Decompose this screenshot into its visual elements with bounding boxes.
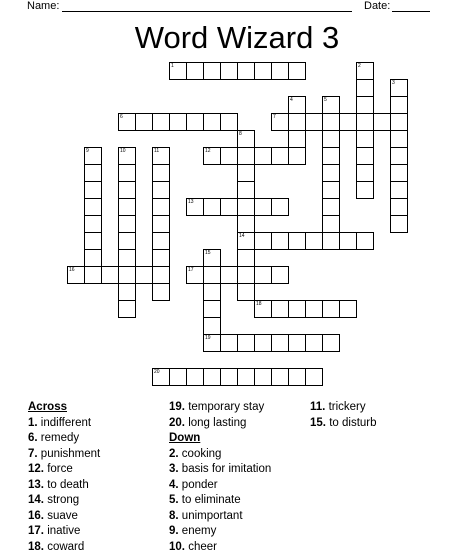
- grid-cell[interactable]: [203, 283, 221, 301]
- clue-text: enemy: [181, 525, 217, 537]
- clue-text: inative: [47, 525, 81, 537]
- grid-cell[interactable]: [254, 62, 272, 80]
- clue-across-20: [169, 416, 271, 432]
- grid-cell[interactable]: [203, 368, 221, 386]
- grid-cell[interactable]: [288, 368, 306, 386]
- grid-cell[interactable]: [322, 300, 340, 318]
- clue-across-13: [28, 478, 100, 494]
- grid-cell[interactable]: [254, 232, 272, 250]
- grid-cell[interactable]: [118, 181, 136, 199]
- across-heading: Across: [28, 401, 67, 413]
- grid-cell[interactable]: [322, 181, 340, 199]
- clue-number: 3.: [169, 463, 179, 475]
- clue-number: 15.: [310, 416, 326, 429]
- grid-cell[interactable]: [169, 368, 187, 386]
- grid-cell[interactable]: [186, 368, 204, 386]
- cell-number: 11: [154, 148, 160, 154]
- clue-across-14: [28, 493, 100, 509]
- grid-cell[interactable]: [135, 113, 153, 131]
- clue-number: 8.: [169, 509, 179, 522]
- grid-cell[interactable]: [203, 198, 221, 216]
- grid-cell[interactable]: [288, 334, 306, 352]
- grid-cell[interactable]: [390, 164, 408, 182]
- cell-number: 12: [205, 148, 211, 154]
- grid-cell[interactable]: [390, 215, 408, 233]
- grid-cell[interactable]: [356, 232, 374, 250]
- grid-cell[interactable]: [84, 232, 102, 250]
- grid-cell[interactable]: [152, 113, 170, 131]
- grid-cell[interactable]: [101, 266, 119, 284]
- grid-cell[interactable]: [203, 62, 221, 80]
- grid-cell[interactable]: [220, 368, 238, 386]
- grid-cell[interactable]: [84, 215, 102, 233]
- grid-cell[interactable]: [288, 130, 306, 148]
- grid-cell[interactable]: [288, 113, 306, 131]
- grid-cell[interactable]: [220, 334, 238, 352]
- clue-down-10: [169, 540, 271, 555]
- clue-down-9: [169, 524, 271, 540]
- grid-cell[interactable]: [254, 266, 272, 284]
- grid-cell[interactable]: [305, 334, 323, 352]
- grid-cell[interactable]: [84, 249, 102, 267]
- clue-across-12: [28, 462, 100, 478]
- grid-cell[interactable]: [237, 368, 255, 386]
- clue-down-2: [169, 447, 271, 463]
- grid-cell[interactable]: [305, 368, 323, 386]
- grid-cell[interactable]: [339, 113, 357, 131]
- name-field[interactable]: [62, 11, 352, 12]
- grid-cell[interactable]: [186, 62, 204, 80]
- clue-text: remedy: [40, 432, 80, 444]
- clue-down-4: [169, 478, 271, 494]
- grid-cell[interactable]: [203, 113, 221, 131]
- cell-number: 10: [120, 148, 126, 154]
- grid-cell[interactable]: [118, 232, 136, 250]
- grid-cell[interactable]: [390, 130, 408, 148]
- grid-cell[interactable]: [84, 266, 102, 284]
- clue-number: 16.: [28, 509, 44, 522]
- grid-cell[interactable]: [254, 198, 272, 216]
- grid-cell[interactable]: [237, 181, 255, 199]
- clue-text: to death: [47, 478, 89, 491]
- grid-cell[interactable]: [322, 215, 340, 233]
- grid-cell[interactable]: [152, 181, 170, 199]
- cell-number: 18: [256, 301, 262, 307]
- cell-number: 2: [358, 63, 361, 69]
- clue-number: 14.: [28, 494, 44, 506]
- clue-number: 2.: [169, 447, 179, 460]
- clue-text: to eliminate: [181, 494, 241, 506]
- grid-cell[interactable]: [322, 147, 340, 165]
- grid-cell[interactable]: [356, 164, 374, 182]
- grid-cell[interactable]: [118, 164, 136, 182]
- grid-cell[interactable]: [390, 147, 408, 165]
- grid-cell[interactable]: [237, 215, 255, 233]
- grid-cell[interactable]: [322, 164, 340, 182]
- grid-cell[interactable]: [271, 300, 289, 318]
- grid-cell[interactable]: [84, 198, 102, 216]
- grid-cell[interactable]: [237, 164, 255, 182]
- grid-cell[interactable]: [118, 300, 136, 318]
- grid-cell[interactable]: [305, 113, 323, 131]
- clue-across-1: [28, 416, 100, 432]
- clue-column-1: [28, 400, 100, 555]
- clue-number: 20.: [169, 416, 185, 429]
- clue-number: 18.: [28, 540, 44, 553]
- clue-text: force: [47, 463, 73, 475]
- grid-cell[interactable]: [220, 198, 238, 216]
- clue-text: punishment: [40, 447, 101, 460]
- grid-cell[interactable]: [152, 249, 170, 267]
- grid-cell[interactable]: [254, 334, 272, 352]
- grid-cell[interactable]: [186, 113, 204, 131]
- header: [0, 0, 474, 16]
- grid-cell[interactable]: [356, 96, 374, 114]
- grid-cell[interactable]: [322, 113, 340, 131]
- grid-cell[interactable]: [288, 300, 306, 318]
- clue-number: 6.: [28, 432, 38, 444]
- clue-text: cooking: [181, 447, 222, 460]
- down-heading: Down: [169, 432, 201, 444]
- grid-cell[interactable]: [254, 147, 272, 165]
- grid-cell[interactable]: [322, 198, 340, 216]
- grid-cell[interactable]: [203, 317, 221, 335]
- clue-text: unimportant: [181, 509, 243, 522]
- clue-column-3: [310, 400, 377, 431]
- clue-number: 13.: [28, 478, 44, 491]
- clue-number: 5.: [169, 494, 179, 506]
- clue-down-3: [169, 462, 271, 478]
- clue-text: suave: [47, 509, 78, 522]
- clue-across-17: [28, 524, 100, 540]
- grid-cell[interactable]: [118, 198, 136, 216]
- grid-cell[interactable]: [237, 334, 255, 352]
- grid-cell[interactable]: [152, 215, 170, 233]
- clue-across-6: [28, 431, 100, 447]
- cell-number: 1: [171, 63, 174, 69]
- grid-cell[interactable]: [118, 249, 136, 267]
- clue-number: 7.: [28, 447, 38, 460]
- grid-cell[interactable]: [373, 113, 391, 131]
- clue-number: 1.: [28, 416, 38, 429]
- clue-down-5: [169, 493, 271, 509]
- clue-number: 19.: [169, 401, 185, 413]
- grid-cell[interactable]: [237, 62, 255, 80]
- grid-cell[interactable]: [254, 368, 272, 386]
- grid-cell[interactable]: [356, 79, 374, 97]
- grid-cell[interactable]: [271, 334, 289, 352]
- grid-cell[interactable]: [271, 62, 289, 80]
- grid-cell[interactable]: [356, 147, 374, 165]
- cell-number: 3: [392, 80, 395, 86]
- cell-number: 9: [86, 148, 89, 154]
- grid-cell[interactable]: [305, 300, 323, 318]
- clue-down-11: [310, 400, 377, 416]
- grid-cell[interactable]: [356, 130, 374, 148]
- page-title: Word Wizard 3: [134, 20, 340, 55]
- clue-text: indifferent: [40, 416, 92, 429]
- cell-number: 16: [69, 267, 75, 273]
- grid-cell[interactable]: [118, 266, 136, 284]
- clue-text: basis for imitation: [181, 463, 272, 475]
- cell-number: 5: [324, 97, 327, 103]
- cell-number: 8: [239, 131, 242, 137]
- clue-text: cheer: [188, 540, 217, 553]
- grid-cell[interactable]: [118, 283, 136, 301]
- clue-across-19: [169, 400, 271, 416]
- grid-cell[interactable]: [152, 164, 170, 182]
- clue-down-8: [169, 509, 271, 525]
- grid-cell[interactable]: [169, 113, 187, 131]
- grid-cell[interactable]: [390, 96, 408, 114]
- clue-number: 10.: [169, 540, 185, 553]
- cell-number: 4: [290, 97, 293, 103]
- grid-cell[interactable]: [322, 130, 340, 148]
- grid-cell[interactable]: [220, 266, 238, 284]
- cell-number: 13: [188, 199, 194, 205]
- clue-text: trickery: [328, 401, 366, 413]
- date-label: Date:: [364, 0, 391, 12]
- grid-cell[interactable]: [152, 283, 170, 301]
- grid-cell[interactable]: [322, 232, 340, 250]
- clue-number: 12.: [28, 463, 44, 475]
- grid-cell[interactable]: [220, 113, 238, 131]
- grid-cell[interactable]: [390, 198, 408, 216]
- clue-text: to disturb: [329, 416, 377, 429]
- clue-across-16: [28, 509, 100, 525]
- cell-number: 14: [239, 233, 245, 239]
- cell-number: 15: [205, 250, 211, 256]
- grid-cell[interactable]: [237, 147, 255, 165]
- grid-cell[interactable]: [390, 181, 408, 199]
- clue-down-15: [310, 416, 377, 432]
- grid-cell[interactable]: [84, 181, 102, 199]
- cell-number: 7: [273, 114, 276, 120]
- grid-cell[interactable]: [288, 232, 306, 250]
- grid-cell[interactable]: [356, 113, 374, 131]
- grid-cell[interactable]: [152, 266, 170, 284]
- grid-cell[interactable]: [203, 300, 221, 318]
- grid-cell[interactable]: [322, 334, 340, 352]
- grid-cell[interactable]: [237, 249, 255, 267]
- date-field[interactable]: [392, 11, 430, 12]
- cell-number: 19: [205, 335, 211, 341]
- grid-cell[interactable]: [220, 62, 238, 80]
- cell-number: 6: [120, 114, 123, 120]
- clue-number: 17.: [28, 525, 44, 537]
- clue-text: long lasting: [188, 416, 247, 429]
- grid-cell[interactable]: [152, 198, 170, 216]
- clue-text: ponder: [181, 478, 218, 491]
- name-label: Name:: [27, 0, 60, 12]
- grid-cell[interactable]: [271, 232, 289, 250]
- grid-cell[interactable]: [84, 164, 102, 182]
- grid-cell[interactable]: [271, 147, 289, 165]
- cell-number: 17: [188, 267, 194, 273]
- clue-number: 9.: [169, 525, 179, 537]
- grid-cell[interactable]: [271, 198, 289, 216]
- grid-cell[interactable]: [305, 232, 323, 250]
- grid-cell[interactable]: [135, 266, 153, 284]
- clue-text: coward: [47, 540, 85, 553]
- grid-cell[interactable]: [220, 147, 238, 165]
- clue-text: temporary stay: [188, 401, 265, 413]
- clue-across-18: [28, 540, 100, 555]
- grid-cell[interactable]: [237, 266, 255, 284]
- grid-cell[interactable]: [390, 113, 408, 131]
- grid-cell[interactable]: [237, 198, 255, 216]
- clue-number: 4.: [169, 478, 179, 491]
- grid-cell[interactable]: [339, 232, 357, 250]
- grid-cell[interactable]: [237, 283, 255, 301]
- grid-cell[interactable]: [288, 147, 306, 165]
- clue-across-7: [28, 447, 100, 463]
- grid-cell[interactable]: [271, 266, 289, 284]
- grid-cell[interactable]: [118, 215, 136, 233]
- grid-cell[interactable]: [203, 266, 221, 284]
- cell-number: 20: [154, 369, 160, 375]
- grid-cell[interactable]: [152, 232, 170, 250]
- clue-text: strong: [47, 494, 80, 506]
- clue-column-2: [169, 400, 271, 555]
- grid-cell[interactable]: [339, 300, 357, 318]
- grid-cell[interactable]: [356, 181, 374, 199]
- clue-number: 11.: [310, 401, 326, 413]
- grid-cell[interactable]: [271, 368, 289, 386]
- grid-cell[interactable]: [288, 62, 306, 80]
